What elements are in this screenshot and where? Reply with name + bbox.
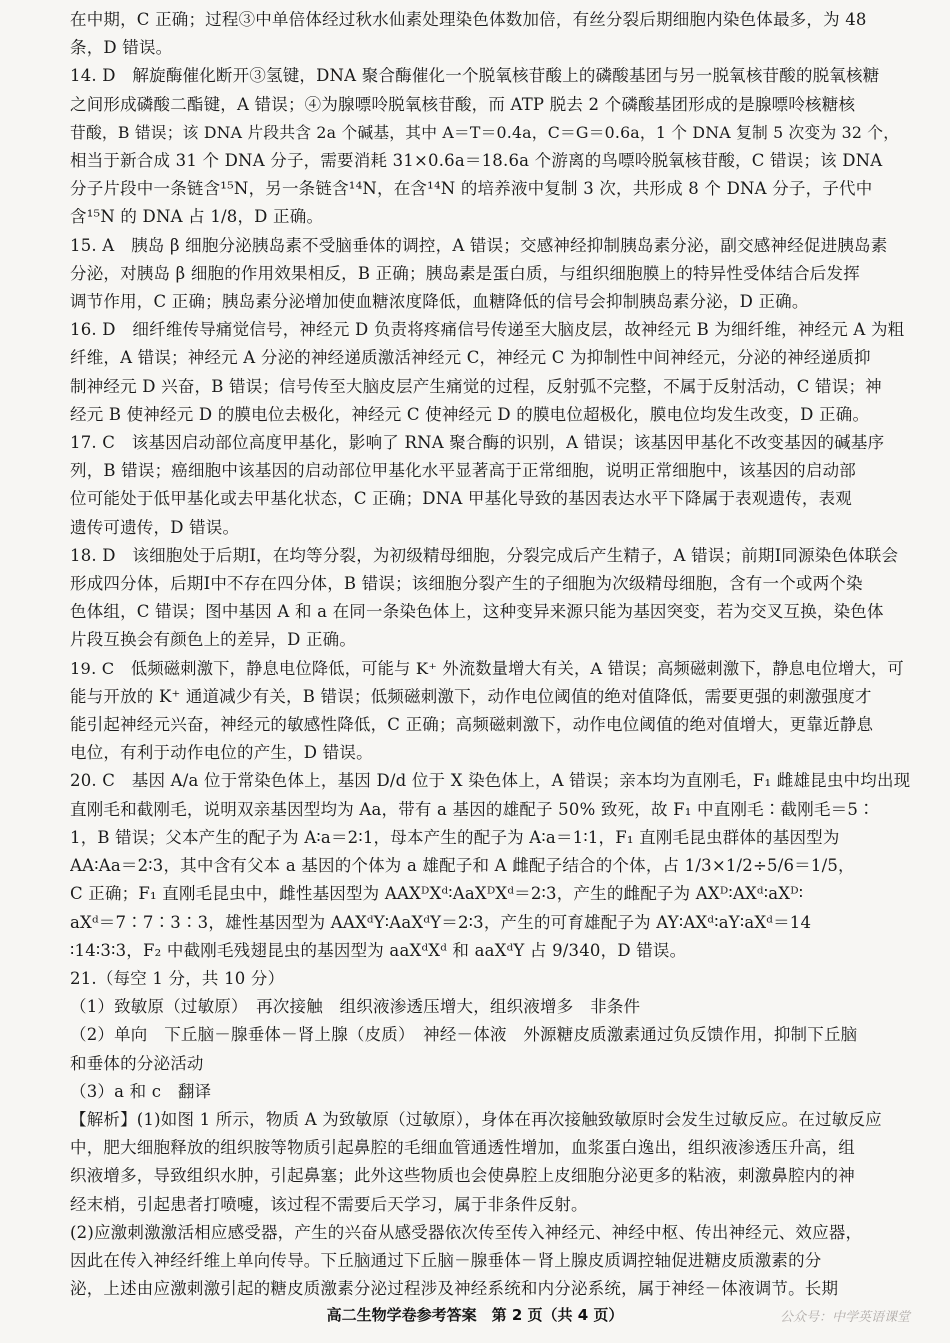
text-line: （1）致敏原（过敏原） 再次接触 组织液渗透压增大，组织液增多 非条件 [70, 997, 641, 1017]
text-line: 直刚毛和截刚毛，说明双亲基因型均为 Aa，带有 a 基因的雄配子 50% 致死，故 F₁ 中直刚毛∶截刚毛＝5∶ [70, 799, 875, 819]
text-line: 19. C 低频磁刺激下，静息电位降低，可能与 K⁺ 外流数量增大有关，A 错误；高频磁刺激下，静息电位增大，可 [70, 658, 904, 678]
text-line: 中，肥大细胞释放的组织胺等物质引起鼻腔的毛细血管通透性增加，血浆蛋白逸出，组织液渗透压升高，组 [70, 1138, 855, 1158]
text-line: 17. C 该基因启动部位高度甲基化，影响了 RNA 聚合酶的识别，A 错误；该基因甲基化不改变基因的碱基序 [70, 433, 885, 453]
text-line: 16. D 细纤维传导痛觉信号，神经元 D 负责将疼痛信号传递至大脑皮层，故神经元 B 为细纤维，神经元 A 为粗 [70, 320, 905, 340]
text-line: 纤维，A 错误；神经元 A 分泌的神经递质激活神经元 C，神经元 C 为抑制性中间神经元，分泌的神经递质抑 [70, 348, 871, 368]
text-line: 电位，有利于动作电位的产生，D 错误。 [70, 743, 373, 763]
text-line: 列，B 错误；癌细胞中该基因的启动部位甲基化水平显著高于正常细胞，说明正常细胞中，该基因的启动部 [70, 461, 856, 481]
answer-text-body [70, 6, 910, 1303]
text-line: 在中期，C 正确；过程③中单倍体经过秋水仙素处理染色体数加倍，有丝分裂后期细胞内染色体最多，为 48 [70, 10, 867, 29]
text-line: 织液增多，导致组织水肿，引起鼻塞；此外这些物质也会使鼻腔上皮细胞分泌更多的粘液，刺激鼻腔内的神 [70, 1166, 855, 1186]
text-line: 泌，上述由应激刺激引起的糖皮质激素分泌过程涉及神经系统和内分泌系统，属于神经－体液调节。长期 [70, 1279, 839, 1299]
text-line: 和垂体的分泌活动 [70, 1053, 204, 1073]
text-line: 位可能处于低甲基化或去甲基化状态，C 正确；DNA 甲基化导致的基因表达水平下降属于表观遗传，表观 [70, 489, 852, 509]
text-line: AA∶Aa＝2∶3，其中含有父本 a 基因的个体为 a 雄配子和 A 雌配子结合的个体，占 1/3×1/2÷5/6＝1/5， [70, 856, 855, 876]
text-line: 21.（每空 1 分，共 10 分） [70, 968, 285, 988]
text-line: 片段互换会有颜色上的差异，D 正确。 [70, 630, 357, 650]
text-line: 调节作用，C 正确；胰岛素分泌增加使血糖浓度降低，血糖降低的信号会抑制胰岛素分泌，D 正确。 [70, 292, 809, 312]
text-line: 18. D 该细胞处于后期Ⅰ，在均等分裂，为初级精母细胞，分裂完成后产生精子，A 错误；前期Ⅰ同源染色体联会 [70, 545, 899, 565]
text-line: 1，B 错误；父本产生的配子为 A∶a＝2∶1，母本产生的配子为 A∶a＝1∶1，F₁ 直刚毛昆虫群体的基因型为 [70, 827, 840, 847]
text-line: 14. D 解旋酶催化断开③氢键，DNA 聚合酶催化一个脱氧核苷酸上的磷酸基团与另一脱氧核苷酸的脱氧核糖 [70, 66, 880, 86]
text-line: (2)应激刺激激活相应感受器，产生的兴奋从感受器依次传至传入神经元、神经中枢、传出神经元、效应器， [70, 1222, 863, 1242]
text-line: 20. C 基因 A/a 位于常染色体上，基因 D/d 位于 X 染色体上，A 错误；亲本均为直刚毛，F₁ 雌雄昆虫中均出现 [70, 771, 910, 791]
text-line: 遗传可遗传，D 错误。 [70, 517, 240, 537]
text-line: 色体组，C 错误；图中基因 A 和 a 在同一条染色体上，这种变异来源只能为基因突变，若为交叉互换，染色体 [70, 602, 884, 622]
text-line: 制神经元 D 兴奋，B 错误；信号传至大脑皮层产生痛觉的过程，反射弧不完整，不属于反射活动，C 错误；神 [70, 376, 882, 396]
text-line: 【解析】(1)如图 1 所示，物质 A 为致敏原（过敏原），身体在再次接触致敏原时会发生过敏反应。在过敏反应 [70, 1109, 882, 1129]
text-line: ∶14∶3∶3，F₂ 中截刚毛残翅昆虫的基因型为 aaXᵈXᵈ 和 aaXᵈY 占 9/340，D 错误。 [70, 940, 687, 960]
text-line: 之间形成磷酸二酯键，A 错误；④为腺嘌呤脱氧核苷酸，而 ATP 脱去 2 个磷酸基团形成的是腺嘌呤核糖核 [70, 94, 856, 114]
page-footer: 高二生物学卷参考答案 第 2 页（共 4 页） [326, 1306, 624, 1324]
text-line: aXᵈ＝7∶7∶3∶3，雄性基因型为 AAXᵈY∶AaXᵈY＝2∶3，产生的可育雄配子为 AY∶AXᵈ∶aY∶aXᵈ＝14 [70, 912, 812, 932]
text-line: C 正确；F₁ 直刚毛昆虫中，雌性基因型为 AAXᴰXᵈ∶AaXᴰXᵈ＝2∶3，产生的雌配子为 AXᴰ∶AXᵈ∶aXᴰ∶ [70, 884, 804, 904]
text-line: 含¹⁵N 的 DNA 占 1/8，D 正确。 [70, 207, 324, 227]
text-line: 分子片段中一条链含¹⁵N，另一条链含¹⁴N，在含¹⁴N 的培养液中复制 3 次，共形成 8 个 DNA 分子，子代中 [70, 179, 873, 199]
watermark-text: 公众号：中学英语课堂 [779, 1310, 910, 1325]
text-line: 相当于新合成 31 个 DNA 分子，需要消耗 31×0.6a＝18.6a 个游离的鸟嘌呤脱氧核苷酸，C 错误；该 DNA [70, 151, 883, 171]
text-line: 条，D 错误。 [70, 38, 173, 58]
text-line: 形成四分体，后期Ⅰ中不存在四分体，B 错误；该细胞分裂产生的子细胞为次级精母细胞，含有一个或两个染 [70, 574, 863, 594]
text-line: 15. A 胰岛 β 细胞分泌胰岛素不受脑垂体的调控，A 错误；交感神经抑制胰岛素分泌，副交感神经促进胰岛素 [70, 235, 888, 255]
text-line: （3）a 和 c 翻译 [70, 1081, 212, 1101]
text-line: 能与开放的 K⁺ 通道减少有关，B 错误；低频磁刺激下，动作电位阈值的绝对值降低，需要更强的刺激强度才 [70, 686, 872, 706]
text-line: 分泌，对胰岛 β 细胞的作用效果相反，B 正确；胰岛素是蛋白质，与组织细胞膜上的特异性受体结合后发挥 [70, 263, 860, 283]
text-line: 经末梢，引起患者打喷嚏，该过程不需要后天学习，属于非条件反射。 [70, 1194, 588, 1214]
text-line: 因此在传入神经纤维上单向传导。下丘脑通过下丘脑－腺垂体－肾上腺皮质调控轴促进糖皮质激素的分 [70, 1250, 822, 1270]
text-line: 经元 B 使神经元 D 的膜电位去极化，神经元 C 使神经元 D 的膜电位超极化，膜电位均发生改变，D 正确。 [70, 404, 870, 424]
text-line: 能引起神经元兴奋，神经元的敏感性降低，C 正确；高频磁刺激下，动作电位阈值的绝对值增大，更靠近静息 [70, 715, 874, 735]
text-line: （2）单向 下丘脑－腺垂体－肾上腺（皮质） 神经－体液 外源糖皮质激素通过负反馈作用，抑制下丘脑 [70, 1025, 858, 1045]
text-line: 苷酸，B 错误；该 DNA 片段共含 2a 个碱基，其中 A＝T＝0.4a，C＝G＝0.6a，1 个 DNA 复制 5 次变为 32 个， [70, 122, 900, 142]
